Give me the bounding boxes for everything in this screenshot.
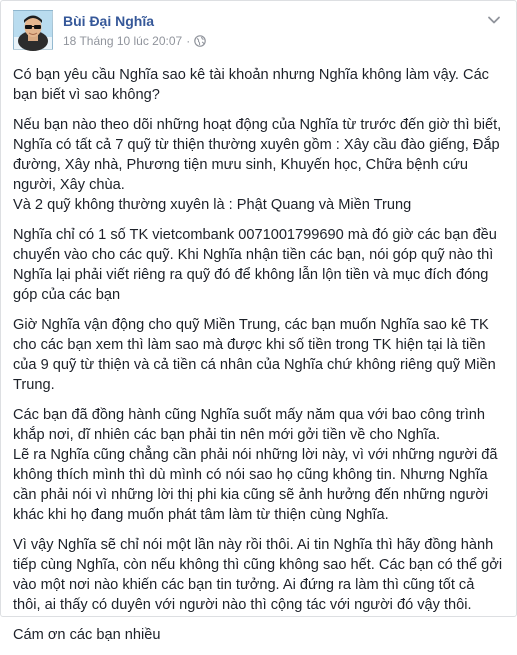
globe-icon[interactable] — [194, 35, 206, 47]
post-paragraph: Có bạn yêu cầu Nghĩa sao kê tài khoản nhưng Nghĩa không làm vậy. Các bạn biết vì sao không? — [13, 67, 489, 103]
post-timestamp[interactable]: 18 Tháng 10 lúc 20:07 — [63, 34, 183, 48]
post-body — [13, 65, 504, 655]
meta-separator: · — [186, 34, 191, 48]
chevron-down-icon[interactable] — [484, 10, 504, 30]
post-paragraph: Vì vậy Nghĩa sẽ chỉ nói một lần này rồi thôi. Ai tin Nghĩa thì hãy đồng hành tiếp cùng Nghĩa, còn nếu không thì cũng không sao hết. Các bạn có thể gởi vào một nơi nào khiến các bạn tin tưởng. Ai đứng ra làm thì cũng tốt cả thôi, ai thấy có duyên với người nào thì cộng tác với người đó vậy thôi. — [13, 537, 503, 613]
post-paragraph: Các bạn đã đồng hành cũng Nghĩa suốt mấy năm qua với bao công trình khắp nơi, dĩ nhiên các bạn phải tin nên mới gởi tiền về cho Nghĩa. Lẽ ra Nghĩa cũng chẳng cần phải nói những lời này, vì với những người đã không thích mình thì dù mình có nói sao họ cũng không tin. Nhưng Nghĩa cần phải nói vì những lời thị phi kia cũng sẽ ảnh hưởng đến những người khác khi họ đang muốn phát tâm làm từ thiện cùng Nghĩa. — [13, 407, 498, 523]
post-header — [13, 10, 504, 52]
post-paragraph: Nghĩa chỉ có 1 số TK vietcombank 0071001799690 mà đó giờ các bạn đều chuyển vào cho các quỹ. Khi Nghĩa nhận tiền các bạn, nói góp quỹ nào thì Nghĩa lại phải viết riêng ra quỹ đó để không lẫn lộn tiền và mục đích đóng góp của các bạn — [13, 227, 497, 303]
avatar-image — [14, 11, 52, 49]
post-paragraph: Giờ Nghĩa vận động cho quỹ Miền Trung, các bạn muốn Nghĩa sao kê TK cho các bạn xem thì làm sao mà được khi số tiền trong TK hiện tại là tiền của 9 quỹ từ thiện và cả tiền cá nhân của Nghĩa chứ không riêng quỹ Miền Trung. — [13, 317, 496, 393]
post-paragraph: Nếu bạn nào theo dõi những hoạt động của Nghĩa từ trước đến giờ thì biết, Nghĩa có tất cả 7 quỹ từ thiện thường xuyên gồm : Xây cầu đào giếng, Đắp đường, Xây nhà, Phương tiện mưu sinh, Khuyến học, Chữa bệnh cứu người, Xây chùa. Và 2 quỹ không thường xuyên là : Phật Quang và Miền Trung — [13, 117, 502, 213]
post-paragraph: Cám ơn các bạn nhiều — [13, 627, 161, 643]
post-meta — [63, 34, 206, 48]
author-name[interactable]: Bùi Đại Nghĩa — [63, 13, 155, 29]
avatar[interactable] — [13, 10, 53, 50]
